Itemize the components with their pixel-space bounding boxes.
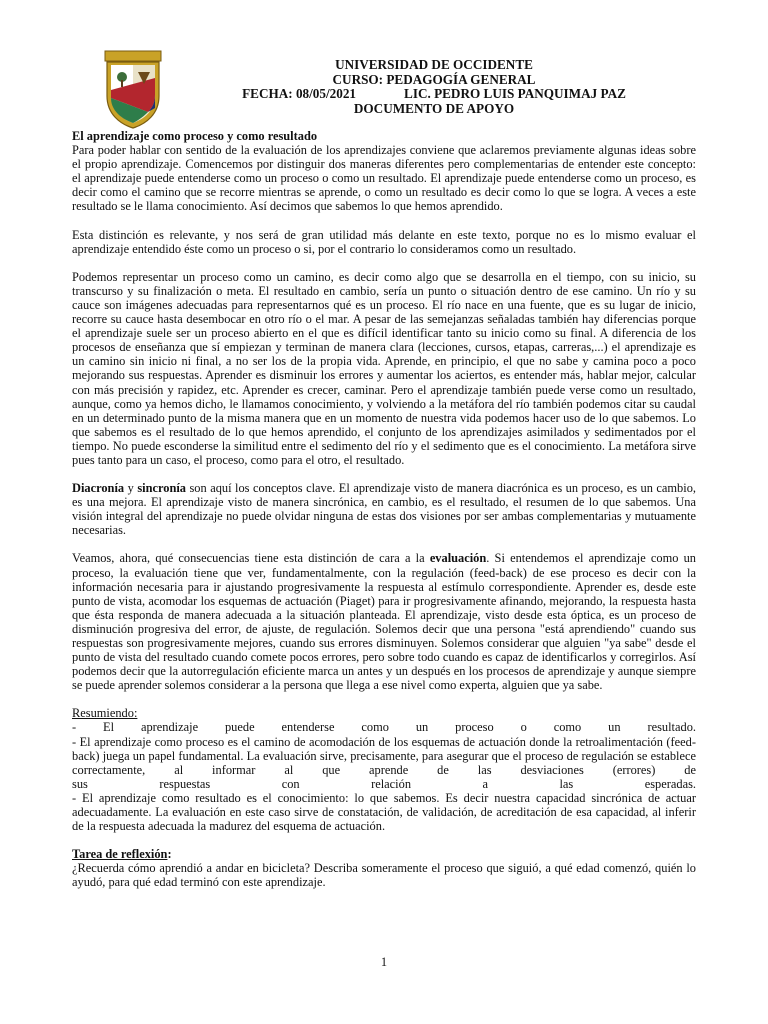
summary-heading: Resumiendo: [72,706,138,721]
term-sincronia: sincronía [137,481,186,496]
task-text: ¿Recuerda cómo aprendió a andar en bicicleta? Describa someramente el proceso que siguió, a qué edad comenzó, quién lo ayudó, para qué edad terminó con este aprendizaje. [72,861,696,890]
page-number: 1 [380,955,388,969]
paragraph-4-text-a: y [124,481,138,496]
task-heading-colon: : [167,847,172,862]
task-heading-row [72,847,696,861]
task-heading: Tarea de reflexión [72,847,168,862]
paragraph-5-text-a: Veamos, ahora, qué consecuencias tiene esta distinción de cara a la [72,551,430,566]
course-name: CURSO: PEDAGOGÍA GENERAL [332,71,536,87]
document-type: DOCUMENTO DE APOYO [353,100,515,116]
summary-item-2-end: sus respuestas con relación a las esperadas. [72,776,696,791]
date-teacher-row [150,87,718,102]
summary-item-1: - El aprendizaje puede entenderse como un proceso o como un resultado. [72,720,696,735]
paragraph-3: Podemos representar un proceso como un camino, es decir como algo que se desarrolla en el tiempo, con su inicio, su transcurso y su finalización o meta. El resultado en cambio, sería un punto o situación dentro de ese camino. Un río y su cauce son imágenes adecuadas para representarnos qué es un proceso. El río nace en una fuente, que es su lugar de inicio, recorre su cauce hasta desembocar en otro río o el mar. A pesar de las semejanzas señaladas también hay diferencias porque el aprendizaje suele ser un proceso abierto en el que es difícil identificar tanto su inicio como su final. A diferencia de los procesos de enseñanza que sí empiezan y terminan de manera clara (lecciones, cursos, etapas, carreras,...) el aprendizaje es un camino sin inicio ni final, a no ser los de la propia vida. Aprende, en principio, el que no sabe y camina poco a poco mejorando sus respuestas. Aprender es disminuir los errores y aumentar los aciertos, es entender más, hablar mejor, calcular con más precisión y rapidez, etc. Aprender es crecer, caminar. Pero el aprendizaje también puede verse como un resultado, aunque, como ya hemos dicho, le llamamos conocimiento, y volviendo a la metáfora del río también podemos citar su caudal en un determinado punto de la misma manera que en un momento de nuestra vida podemos hacer uso de lo que sabemos. Lo que sabemos es el resultado de lo que hemos aprendido, el conjunto de los aprendizajes asimilados y sedimentados por el tiempo. No puede esconderse la similitud entre el sedimento del río y el sedimento que es el conocimiento. La metáfora sirve pues tanto para un caso, el proceso, como para el otro, el resultado. [72,269,696,467]
paragraph-1: Para poder hablar con sentido de la evaluación de los aprendizajes conviene que aclaremos previamente algunas ideas sobre el propio aprendizaje. Comencemos por distinguir dos maneras diferentes pero complementarias de entender este concepto: el aprendizaje puede entenderse como un proceso o como un resultado. El aprendizaje puede entenderse como un proceso, es decir como el camino que se recorre mientras se aprende, o como un resultado es decir como lo que se logra. A veces a este resultado se le llama conocimiento. Así decimos que sabemos lo que hemos aprendido. [72,143,696,214]
paragraph-4-text-b: son aquí los conceptos clave. El aprendizaje visto de manera diacrónica es un proceso, es un cambio, es una mejora. El aprendizaje visto de manera sincrónica, en cambio, es el resultado, el resumen de lo que sabemos. Una visión integral del aprendizaje no puede olvidar ninguna de estas dos visiones por ser ambas complementarias y mutuamente necesarias. [72,481,696,538]
document-body [72,129,696,904]
paragraph-2: Esta distinción es relevante, y nos será de gran utilidad más delante en este texto, porque no es lo mismo evaluar el aprendizaje entendido éste como un proceso o si, por el contrario lo consideramos como un resultado. [72,227,696,256]
university-name: UNIVERSIDAD DE OCCIDENTE [335,57,533,72]
paragraph-5 [72,551,696,692]
document-date: FECHA: 08/05/2021 [242,86,357,101]
teacher-name: LIC. PEDRO LUIS PANQUIMAJ PAZ [404,86,626,101]
term-diacronia: Diacronía [72,481,125,496]
paragraph-5-text-b: . Si entendemos el aprendizaje como un proceso, la evaluación tiene que ver, fundamentalmente, con la regulación (feed-back) de ese proceso es decir con la información necesaria para ir ajustando progresivamente la respuesta al estímulo correspondiente. Aprender es, desde este punto de vista, acomodar los esquemas de actuación (Piaget) para ir progresivamente afinando, mejorando, la respuesta hasta que ésta responda de manera adecuada a la situación planteada. El aprendizaje, visto desde esta óptica, es un proceso de disminución progresiva del error, de ajuste, de regulación. Solemos decir que una persona "está aprendiendo" cuando sus respuestas son progresivamente mejores, cuando sus errores disminuyen. Solemos considerar que alguien "ya sabe" desde el punto de vista del resultado cuando comete pocos errores, pero sobre todo cuando es capaz de identificarlos y corregirlos. Así podemos decir que la autorregulación eficiente marca un antes y un después en los procesos de aprendizaje y aunque siempre se puede aprender solemos considerar a la persona que llega a ese nivel como experta, alguien que ya sabe. [72,551,696,693]
term-evaluacion: evaluación [429,551,487,566]
task-section [72,847,696,889]
summary-item-3: - El aprendizaje como resultado es el conocimiento: lo que sabemos. Es decir nuestra capacidad sincrónica de actuar adecuadamente. La evaluación en este caso sirve de constatación, de validación, de acreditación de esa capacidad, al inferir de la respuesta adecuada la madurez del esquema de actuación. [72,790,696,834]
document-header [150,58,718,116]
summary-item-2: - El aprendizaje como proceso es el camino de acomodación de los esquemas de actuación donde la retroalimentación (feed-back) juega un papel fundamental. La evaluación sirve, precisamente, para asegurar que el proceso de regulación se establece correctamente, al informar al que aprende de las desviaciones (errores) de [72,734,696,777]
section-title: El aprendizaje como proceso y como resultado [72,129,318,143]
summary-section [72,706,696,833]
paragraph-4 [72,481,696,537]
